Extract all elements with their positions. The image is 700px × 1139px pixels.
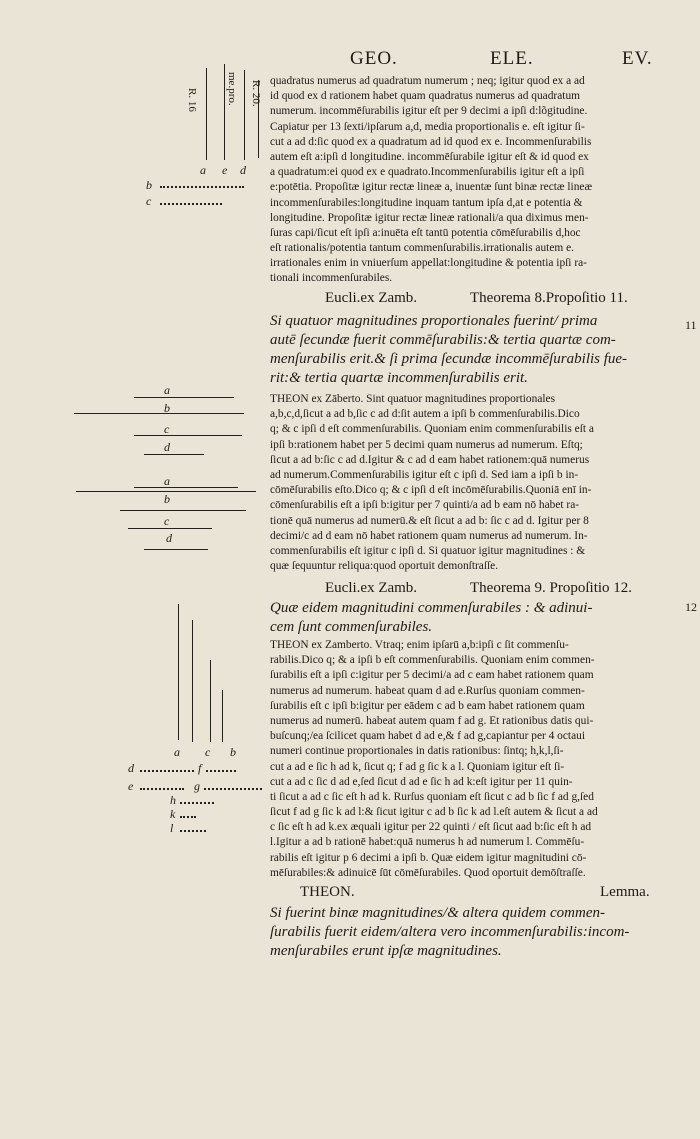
text-line: Capiatur per 13 ſexti/ipſarum a,d, media proportionalis e. eſt igitur ſi- bbox=[270, 120, 585, 133]
figure-label: a bbox=[164, 383, 170, 397]
figure-line bbox=[134, 487, 238, 488]
text-line: cōmenſurabilis eſt a ipſi b:igitur per 7 quinti/a ad b eam nō habet ra- bbox=[270, 499, 580, 512]
text-line: incommenſurabiles:longitudine inquam tantum ipſa d,at e potentia & bbox=[270, 196, 583, 209]
text-line: cut a ad e ſic h ad k, ſicut q; f ad g ſic k a l. Quoniam igitur eſt ſi- bbox=[270, 760, 565, 773]
figure-label: e bbox=[222, 163, 228, 177]
heading-theorem: Theorema 9. Propoſitio 12. bbox=[470, 580, 633, 596]
text-line: e:potētia. Propoſitæ igitur rectæ lineæ a, inuentæ ſunt binæ rectæ lineæ bbox=[270, 181, 593, 194]
text-line: irrationales enim in vniuerſum appellat:longitudine & potentia ipſi ra- bbox=[270, 257, 587, 270]
text-line: menſurabiles erunt ipſæ magnitudines. bbox=[270, 943, 502, 959]
text-line: tionē quā numerus ad numerū.& eſt ſicut a ad b: ſic c ad d. Igitur per 8 bbox=[270, 514, 589, 527]
figure-line bbox=[134, 435, 242, 436]
text-line: Si quatuor magnitudines proportionales fuerint/ prima bbox=[270, 313, 598, 329]
heading-theorem: Theorema 8.Propoſitio 11. bbox=[470, 290, 628, 306]
theorem-heading-11 bbox=[270, 290, 690, 312]
heading-source: Eucli.ex Zamb. bbox=[325, 580, 418, 596]
figure-label: l bbox=[170, 821, 174, 835]
proposition-11 bbox=[270, 312, 682, 388]
text-line: Quæ eidem magnitudini commenſurabiles : & adinui- bbox=[270, 600, 593, 616]
lemma-proposition bbox=[270, 904, 682, 961]
text-line: rabilis eſt igitur p 6 decimi a ipſi b. Quæ eidem igitur magnitudini cō- bbox=[270, 851, 587, 864]
text-block-2 bbox=[270, 392, 682, 574]
figure-label: d bbox=[240, 163, 246, 177]
text-line: id quod ex d rationem habet quam quadratus numerus ad quadratum bbox=[270, 90, 580, 103]
figure-label: a bbox=[200, 163, 206, 177]
text-line: autem eſt a:ipſi d longitudine. incommēſurabile igitur eſt & id quod ex bbox=[270, 150, 589, 163]
text-line: ad numerum.Commenſurabilis igitur eſt c ipſi d. Sed iam a ipſi b in- bbox=[270, 468, 579, 481]
figure-label: a bbox=[164, 474, 170, 488]
figure-label: b bbox=[164, 401, 170, 415]
text-line: decimi/c ad d eam nō habet rationem quam numerus ad numerum. In- bbox=[270, 529, 588, 542]
text-line: quadratus numerus ad quadratum numerum ; neq; igitur quod ex a ad bbox=[270, 75, 585, 87]
figure-label: me.pro. bbox=[226, 72, 238, 106]
text-line: tionali incommenſurabiles. bbox=[270, 272, 393, 285]
figure-line bbox=[140, 788, 184, 790]
running-head-center: ELE. bbox=[490, 48, 534, 69]
figure-line bbox=[180, 802, 214, 804]
figure-line bbox=[140, 770, 194, 772]
figure-line bbox=[180, 830, 206, 832]
figure-label: c bbox=[205, 745, 211, 759]
figure-line bbox=[206, 770, 236, 772]
text-line: rabilis.Dico q; & a ipſi b eſt commenſurabilis. Quoniam enim commen- bbox=[270, 654, 595, 667]
text-line: ſurabilis eſt c ipſi b:igitur per eādem c ad b eam habet rationem quam bbox=[270, 699, 585, 712]
text-line: quæ ſequuntur reliqua:quod oportuit demonſtraſſe. bbox=[270, 560, 499, 573]
text-line: cut a ad c ſic d ad e,ſed ſicut d ad e ſic h ad k:eſt igitur per 11 quin- bbox=[270, 775, 573, 788]
figure-label: c bbox=[164, 514, 170, 528]
figure-line bbox=[178, 604, 179, 740]
text-line: q; & c ipſi d eſt commenſurabilis. Quoniam enim commenſurabilis eſt a bbox=[270, 423, 594, 436]
figure-label: a bbox=[174, 745, 180, 759]
heading-theon: THEON. bbox=[300, 884, 355, 900]
text-line: numerum. incommēſurabilis igitur eſt per 9 decimi a ipſi d:lõgitudine. bbox=[270, 105, 588, 118]
running-head-right: EV. bbox=[622, 48, 653, 69]
figure-line bbox=[180, 816, 196, 818]
text-line: rit:& tertia quartæ incommenſurabilis erit. bbox=[270, 370, 528, 386]
figure-line bbox=[206, 68, 207, 160]
text-line: Si fuerint binæ magnitudines/& altera quidem commen- bbox=[270, 905, 605, 921]
figure-line bbox=[160, 186, 244, 188]
figure-label: f bbox=[198, 761, 202, 775]
figure-line bbox=[160, 203, 222, 205]
text-line: cōmēſurabilis eſto.Dico q; & c ipſi d eſt incōmēſurabilis.Quoniā enī in- bbox=[270, 484, 592, 497]
text-line: THEON ex Zamberto. Vtraq; enim ipſarū a,b:ipſi c ſit commenſu- bbox=[270, 639, 569, 651]
text-line: numerus ad numerū. habeat autem quam f ad g. Et rationibus datis qui- bbox=[270, 714, 594, 727]
proposition-12 bbox=[270, 599, 682, 637]
text-line: menſurabilis erit.& ſi prima ſecundæ incommēſurabilis fue- bbox=[270, 351, 628, 367]
figure-label: d bbox=[164, 440, 170, 454]
figure-line bbox=[120, 510, 246, 511]
text-line: a,b,c,d,ſicut a ad b,ſic c ad d:ſit autem a ipſi b commenſurabilis.Dico bbox=[270, 408, 580, 421]
figure-label: d bbox=[128, 761, 134, 775]
text-line: ſuras capi/ſicut eſt ipſi a:inuēta eſt tantū potentia cōmēſurabilis d,hoc bbox=[270, 226, 581, 239]
lemma-heading bbox=[270, 884, 690, 906]
figure-line bbox=[76, 491, 256, 492]
figure-label: b bbox=[164, 492, 170, 506]
text-line: commenſurabilis eſt igitur c ipſi d. Si quatuor igitur magnitudines : & bbox=[270, 544, 586, 557]
figure-label: c bbox=[146, 194, 152, 208]
text-line: numeri continue proportionales in datis rationibus: ſintq; h,k,l,ſi- bbox=[270, 745, 564, 758]
figure-line bbox=[144, 454, 204, 455]
figure-line bbox=[244, 70, 245, 160]
text-line: c ſic eſt h ad k.ex æquali igitur per 22 quinti / eſt ſicut aad b:ſic eſt h ad bbox=[270, 821, 592, 834]
running-head bbox=[350, 48, 690, 74]
text-block-3 bbox=[270, 638, 682, 881]
figure-label: e bbox=[128, 779, 134, 793]
text-line: ſurabilis fuerit eidem/altera vero incommenſurabilis:incom- bbox=[270, 924, 630, 940]
figure-label: R. 20. bbox=[250, 80, 262, 107]
text-line: mēſurabiles:& adinuicē ſūt cōmēſurabiles. Quod oportuit demōſtraſſe. bbox=[270, 866, 586, 879]
text-line: longitudine. Propoſitæ igitur rectæ lineæ rationali/a qua diximus men- bbox=[270, 211, 589, 224]
figure-label: R. 16 bbox=[186, 88, 198, 112]
figure-line bbox=[144, 549, 208, 550]
figure-line bbox=[204, 788, 262, 790]
running-head-left: GEO. bbox=[350, 48, 398, 69]
figure-line bbox=[258, 80, 259, 158]
figure-label: d bbox=[166, 531, 172, 545]
text-line: THEON ex Zāberto. Sint quatuor magnitudines proportionales bbox=[270, 393, 556, 405]
text-line: l.Igitur a ad b rationē habet:quā numerus h ad numerum l. Commēſu- bbox=[270, 836, 585, 849]
figure-label: b bbox=[146, 178, 152, 192]
margin-number: 11 bbox=[685, 318, 697, 332]
figure-line bbox=[224, 64, 225, 160]
text-line: cut a ad d:ſic quod ex a quadratum ad id quod ex e. Incommenſurabilis bbox=[270, 135, 592, 148]
figure-line bbox=[74, 413, 244, 414]
text-line: buſcunq;/ea ſcilicet quam habet d ad e,& f ad g,capiantur per 4 octaui bbox=[270, 730, 586, 743]
figure-line bbox=[128, 528, 212, 529]
text-line: ſicut a ad b:ſic c ad d.Igitur & c ad d eam habet rationem:quā numerus bbox=[270, 453, 590, 466]
figure-line bbox=[192, 620, 193, 742]
text-line: autē ſecundæ fuerit commēſurabilis:& tertia quartæ com- bbox=[270, 332, 616, 348]
figure-label: k bbox=[170, 807, 176, 821]
text-line: ſicut f ad g ſic k ad l:& ſicut igitur c ad b ſic k ad l.eſt autem & ſicut a ad bbox=[270, 806, 598, 819]
figure-label: h bbox=[170, 793, 176, 807]
figure-label: b bbox=[230, 745, 236, 759]
text-line: numerus ad numerum. habeat quam d ad e.Rurſus quoniam commen- bbox=[270, 684, 585, 697]
text-line: ti ſicut a ad c ſic eſt h ad k. Rurſus quoniam eſt ſicut c ad b ſic f ad g,ſed bbox=[270, 790, 594, 803]
figure-line bbox=[222, 690, 223, 742]
heading-lemma: Lemma. bbox=[600, 884, 650, 900]
figure-label: c bbox=[164, 422, 170, 436]
figure-label: g bbox=[194, 779, 200, 793]
text-line: a quadratum:ei quod ex e quadrato.Incommenſurabilis igitur eſt a ipſi bbox=[270, 166, 585, 179]
margin-number: 12 bbox=[685, 600, 697, 614]
text-line: ipſi b:rationem habet per 5 decimi quam numerus ad numerum. Eſtq; bbox=[270, 438, 583, 451]
figure-line bbox=[210, 660, 211, 742]
heading-source: Eucli.ex Zamb. bbox=[325, 290, 418, 306]
text-block-1 bbox=[270, 74, 682, 287]
text-line: cem ſunt commenſurabiles. bbox=[270, 619, 433, 635]
figure-line bbox=[134, 397, 234, 398]
text-line: ſurabilis eſt a ipſi c:igitur per 5 decimi/a ad c eam habet rationem quam bbox=[270, 669, 594, 682]
text-line: eſt rationalis/potentia tantum commenſurabilis.irrationalis autem e. bbox=[270, 242, 574, 255]
